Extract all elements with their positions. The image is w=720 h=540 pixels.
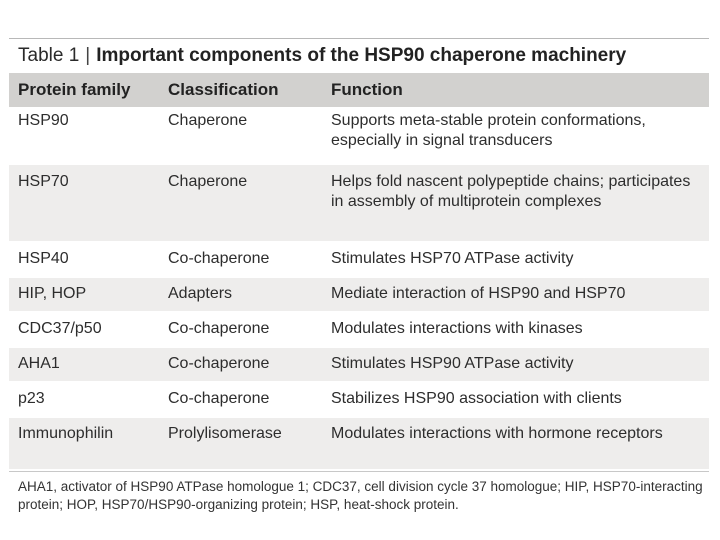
cell-function: Mediate interaction of HSP90 and HSP70 bbox=[331, 285, 626, 302]
cell-family: HIP, HOP bbox=[18, 285, 87, 302]
cell-classification: Co-chaperone bbox=[168, 390, 270, 407]
table-row bbox=[9, 348, 709, 383]
table-row bbox=[9, 278, 709, 313]
cell-classification: Co-chaperone bbox=[168, 355, 270, 372]
header-function: Function bbox=[331, 80, 403, 99]
table-row bbox=[9, 107, 709, 165]
table-header-row bbox=[9, 73, 709, 107]
cell-family: AHA1 bbox=[18, 355, 60, 372]
cell-function: Modulates interactions with kinases bbox=[331, 320, 583, 337]
table-label: Table 1 bbox=[18, 45, 80, 66]
cell-family: Immunophilin bbox=[18, 425, 114, 442]
table-title: Important components of the HSP90 chaperone machinery bbox=[96, 45, 627, 66]
table-row bbox=[9, 243, 709, 278]
cell-function: Stimulates HSP90 ATPase activity bbox=[331, 355, 574, 372]
cell-classification: Chaperone bbox=[168, 173, 248, 190]
table-footnote: AHA1, activator of HSP90 ATPase homologue 1; CDC37, cell division cycle 37 homologue; HIP, HSP70-interacting protein; HOP, HSP70/HSP90-organizing protein; HSP, heat-shock protein. bbox=[9, 471, 709, 514]
table-row bbox=[9, 313, 709, 348]
table-row bbox=[9, 383, 709, 418]
cell-function: Stabilizes HSP90 association with clients bbox=[331, 390, 622, 407]
cell-family: HSP90 bbox=[18, 112, 69, 129]
cell-classification: Chaperone bbox=[168, 112, 248, 129]
cell-family: HSP40 bbox=[18, 250, 69, 267]
header-classification: Classification bbox=[168, 80, 279, 99]
cell-function: Stimulates HSP70 ATPase activity bbox=[331, 250, 574, 267]
cell-classification: Co-chaperone bbox=[168, 320, 270, 337]
table-caption bbox=[9, 38, 709, 73]
cell-family: p23 bbox=[18, 390, 45, 407]
table-row bbox=[9, 165, 709, 243]
cell-family: HSP70 bbox=[18, 173, 69, 190]
header-protein-family: Protein family bbox=[18, 80, 131, 99]
cell-function: Modulates interactions with hormone receptors bbox=[331, 425, 663, 442]
caption-separator: | bbox=[85, 45, 91, 66]
cell-classification: Adapters bbox=[168, 285, 233, 302]
cell-function: Supports meta-stable protein conformations, especially in signal transducers bbox=[331, 112, 646, 149]
table-row bbox=[9, 418, 709, 471]
cell-family: CDC37/p50 bbox=[18, 320, 102, 337]
table bbox=[9, 38, 709, 514]
cell-classification: Prolylisomerase bbox=[168, 425, 282, 442]
cell-classification: Co-chaperone bbox=[168, 250, 270, 267]
cell-function: Helps fold nascent polypeptide chains; participates in assembly of multiprotein complexes bbox=[331, 173, 691, 210]
